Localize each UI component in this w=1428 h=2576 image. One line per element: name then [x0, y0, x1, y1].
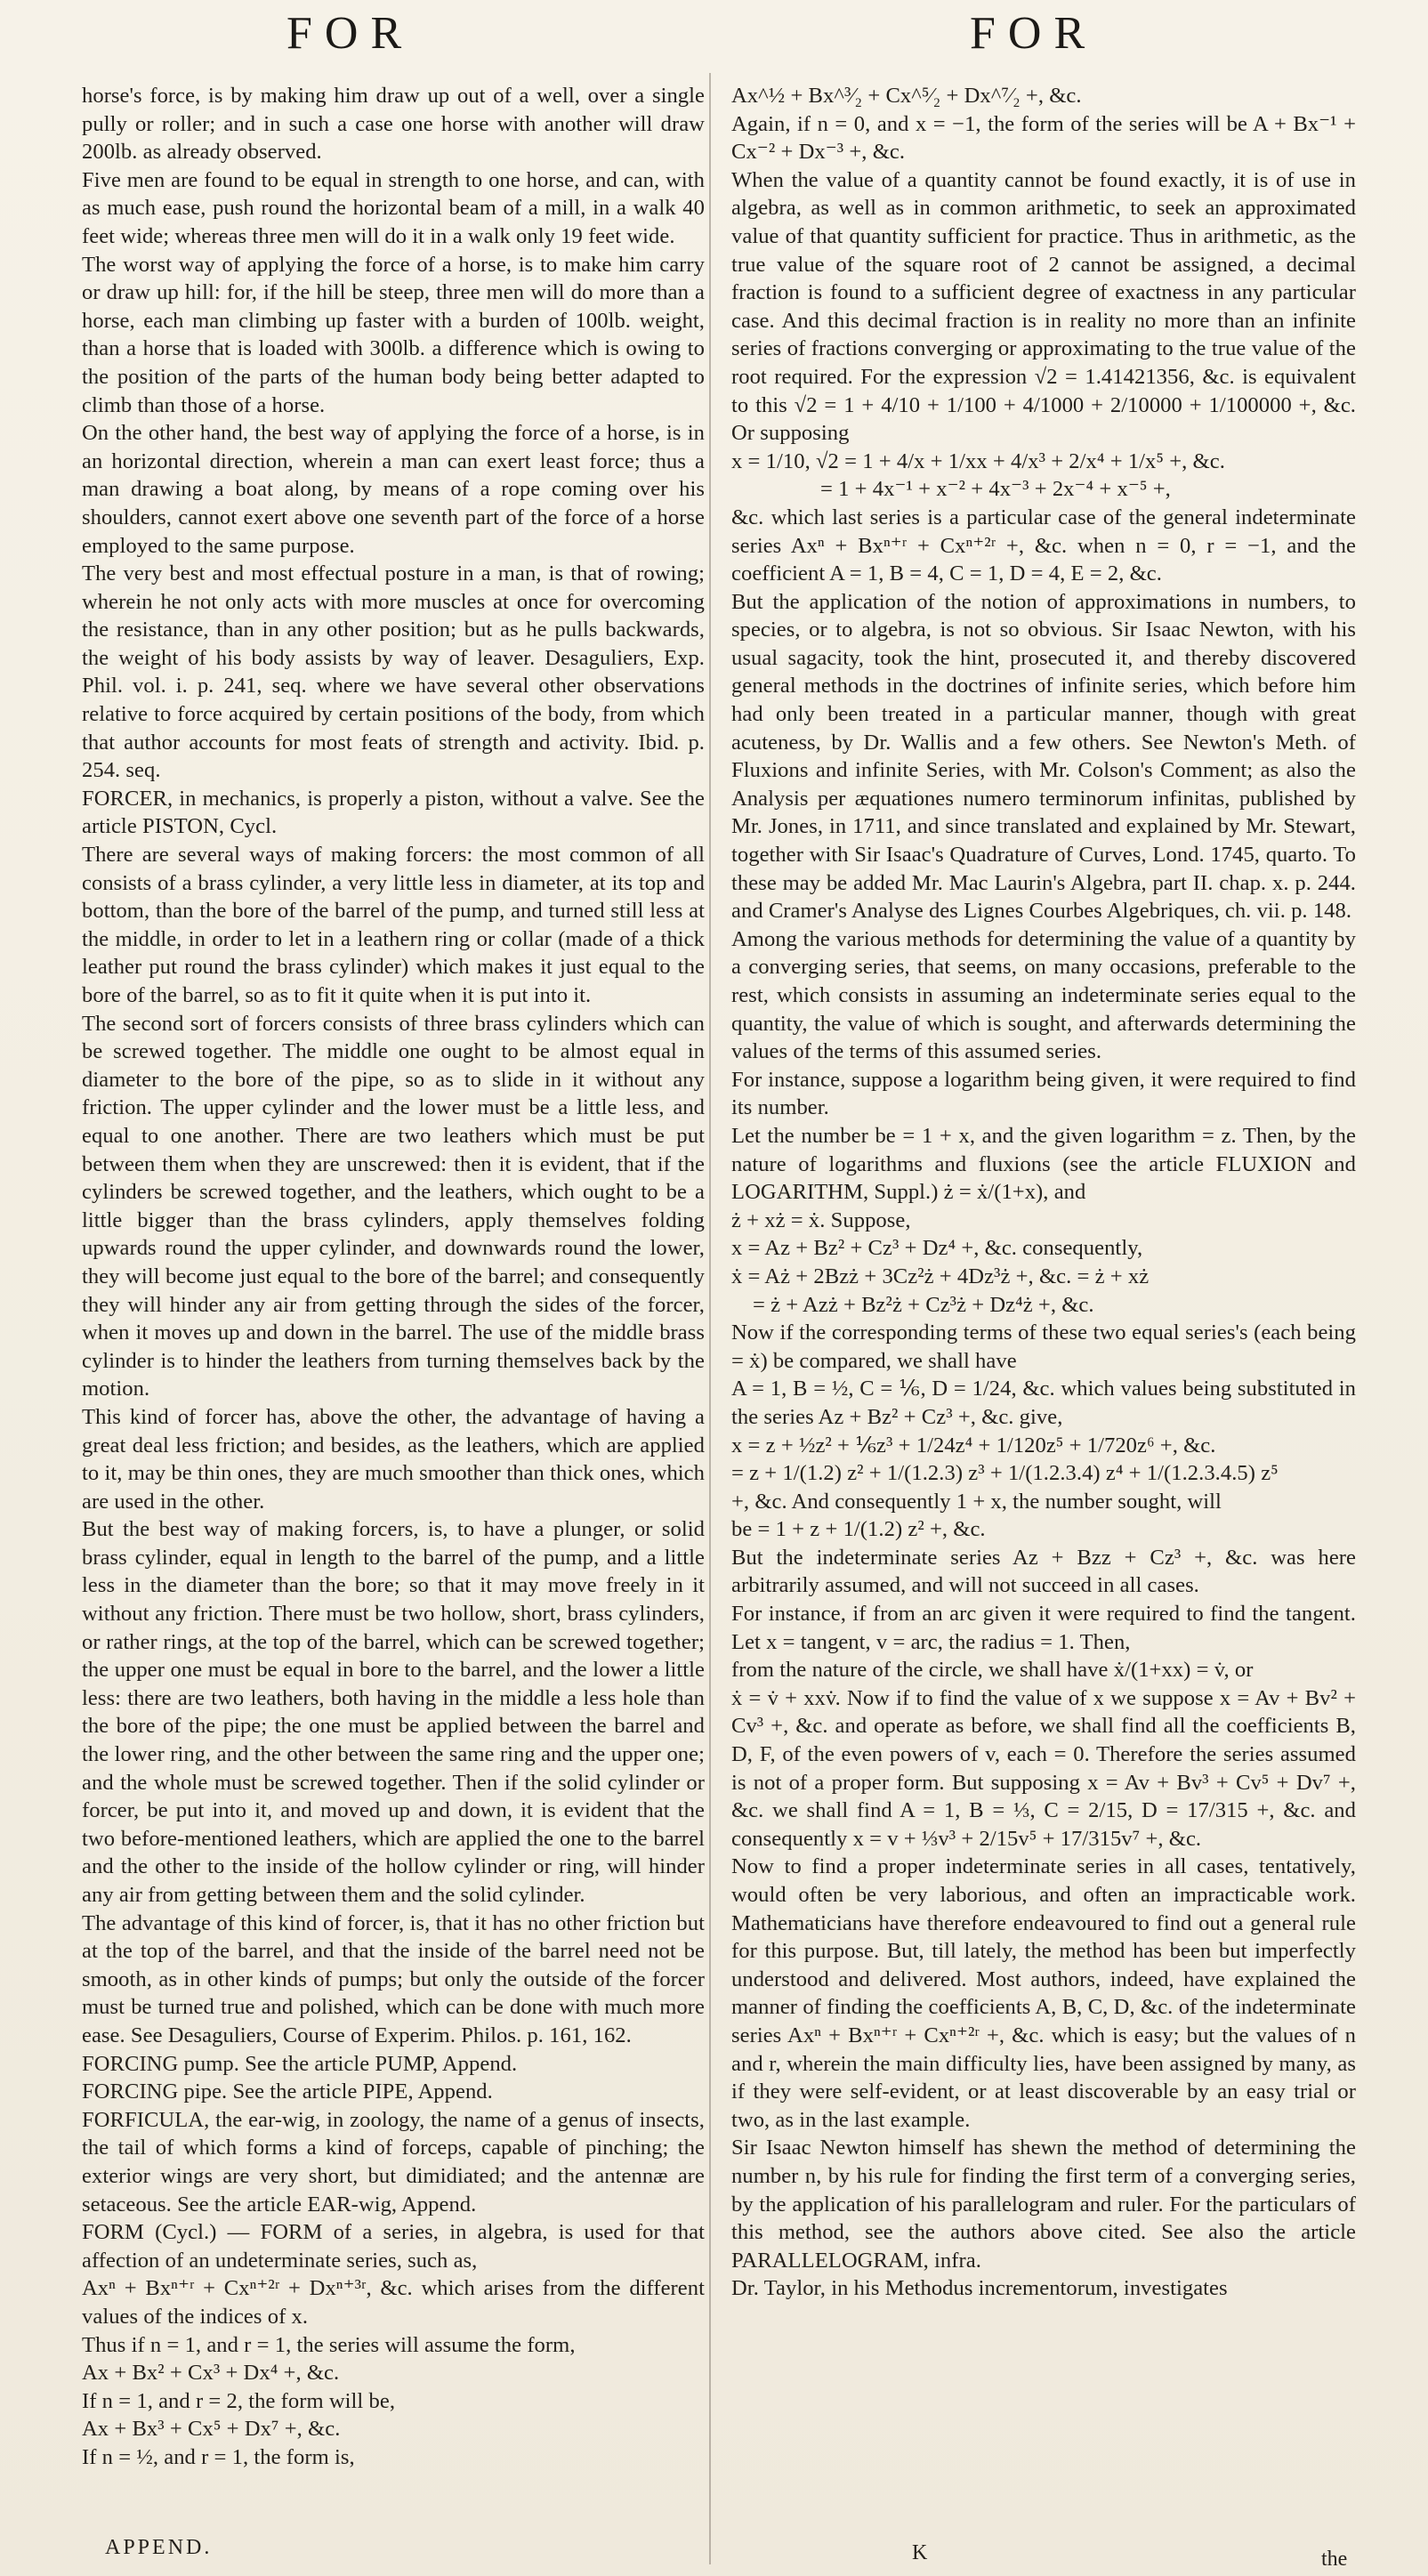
entry-forficula: FORFICULA, the ear-wig, in zoology, the name of a genus of insects, the tail of which forms a kind of forceps, capable of pinching; the exterior wings are very short, but dimidiated; and the antennæ are setaceous. See the article EAR-wig, Append.: [82, 2107, 705, 2217]
paragraph: When the value of a quantity cannot be found exactly, it is of use in algebra, as well as in common arithmetic, to seek an approximated value of that quantity sufficient for practice. Thus in arithmetic, as the true value of the square root of 2 cannot be assigned, a decimal fraction is found to a sufficient degree of exactness in any particular case. And this decimal fraction is in reality no more than an infinite series of fractions converging or approximating to the true value of the root required. For the expression √2 = 1.41421356, &c. is equivalent to this √2 = 1 + 4/10 + 1/100 + 4/1000 + 2/10000 + 1/100000 +, &c. Or supposing: [731, 167, 1356, 446]
entry-forcer: FORCER, in mechanics, is properly a piston, without a valve. See the article PISTON, Cycl.: [82, 786, 705, 839]
entry-forcing-pump: FORCING pump. See the article PUMP, Append.: [82, 2051, 518, 2076]
catchword-left: APPEND.: [105, 2536, 213, 2559]
paragraph: horse's force, is by making him draw up out of a well, over a single pully or roller; and in such a case one horse with another will draw 200lb. as already observed.: [82, 84, 705, 165]
paragraph: The very best and most effectual posture in a man, is that of rowing; wherein he not only acts with more muscles at once for overcoming the resistance, than in any other position; but as he pulls backwards, the weight of his body assists by way of leaver. Desaguliers, Exp. Phil. vol. i. p. 241, seq. where we have several other observations relative to force acquired by certain positions of the body, from which that author accounts for most feats of strength and activity. Ibid. p. 254. seq.: [82, 561, 705, 783]
formula: ż + xż = ẋ. Suppose,: [731, 1207, 911, 1232]
paragraph: Let the number be = 1 + x, and the given logarithm = z. Then, by the nature of logarithms and fluxions (see the article FLUXION and LOGARITHM, Suppl.) ż = ẋ/(1+x), and: [731, 1123, 1356, 1205]
paragraph: from the nature of the circle, we shall have ẋ/(1+xx) = v̇, or: [731, 1658, 1254, 1683]
formula: ẋ = Aż + 2Bzż + 3Cz²ż + 4Dz³ż +, &c. = ż + xż: [731, 1264, 1150, 1288]
paragraph: Now to find a proper indeterminate series in all cases, tentatively, would often be very laborious, and often an impracticable work. Mathematicians have therefore endeavoured to find out a general rule for this purpose. But, till lately, the method has been but imperfectly understood and delivered. Most authors, indeed, have explained the manner of finding the coefficients A, B, C, D, &c. of the indeterminate series Axⁿ + Bxⁿ⁺ʳ + Cxⁿ⁺²ʳ +, &c. which is easy; but the values of n and r, wherein the main difficulty lies, have been assigned by many, as if they were self-evident, or at least discoverable by an easy trial or two, as in the last example.: [731, 1854, 1356, 2132]
paragraph: On the other hand, the best way of applying the force of a horse, is in an horizontal direction, wherein a man can exert least force; thus a man drawing a boat along, by means of a rope coming over his shoulders, cannot exert above one seventh part of the force of a horse employed to the same purpose.: [82, 421, 705, 558]
paragraph: But the best way of making forcers, is, to have a plunger, or solid brass cylinder, equal in length to the barrel of the pump, and a little less in the diameter than the bore; so that it may move freely in it without any friction. There must be two hollow, short, brass cylinders, or rather rings, at the top of the barrel, which can be screwed together; the upper one must be equal in bore to the barrel, and the lower a little less: there are two leathers, both having in the middle a less hole than the bore of the pipe; the one must be applied between the barrel and the lower ring, and the other between the same ring and the upper one; and the whole must be screwed together. Then if the solid cylinder or forcer, be put into it, and moved up and down, it is evident that the two before-mentioned leathers, which are applied the one to the barrel and the other to the inside of the hollow cylinder or ring, will hinder any air from getting between them and the solid cylinder.: [82, 1517, 705, 1907]
paragraph: +, &c. And consequently 1 + x, the number sought, will: [731, 1489, 1222, 1514]
paragraph: Thus if n = 1, and r = 1, the series will assume the form,: [82, 2332, 576, 2357]
paragraph: But the indeterminate series Az + Bzz + Cz³ +, &c. was here arbitrarily assumed, and will not succeed in all cases.: [731, 1545, 1356, 1598]
paragraph: Sir Isaac Newton himself has shewn the method of determining the number n, by his rule for finding the first term of a converging series, by the application of his parallelogram and ruler. For the particulars of this method, see the authors above cited. See also the article PARALLELOGRAM, infra.: [731, 2136, 1356, 2273]
paragraph: This kind of forcer has, above the other, the advantage of having a great deal less friction; and besides, as the leathers, which are applied to it, may be thin ones, they are much smoother than thick ones, which are used in the other.: [82, 1404, 705, 1514]
entry-form: FORM (Cycl.) — FORM of a series, in algebra, is used for that affection of an undeterminate series, such as,: [82, 2220, 705, 2273]
running-head-left: FOR: [286, 8, 415, 59]
paragraph: &c. which last series is a particular case of the general indeterminate series Axⁿ + Bxⁿ⁺ʳ + Cxⁿ⁺²ʳ +, &c. when n = 0, r = −1, and the coefficient A = 1, B = 4, C = 1, D = 4, E = 2, &c.: [731, 505, 1356, 586]
paragraph: Among the various methods for determining the value of a quantity by a converging series, that seems, on many occasions, preferable to the rest, which consists in assuming an indeterminate series equal to the quantity, the value of which is sought, and afterwards determining the values of the terms of this assumed series.: [731, 926, 1356, 1064]
paragraph: For instance, suppose a logarithm being given, it were required to find its number.: [731, 1067, 1356, 1120]
column-divider: [709, 73, 711, 2564]
right-column: [731, 82, 1356, 2303]
paragraph: The advantage of this kind of forcer, is, that it has no other friction but at the top of the barrel, and that the inside of the barrel need not be smooth, as in other kinds of pumps; but only the outside of the forcer must be turned true and polished, which can be done with much more ease. See Desaguliers, Course of Experim. Philos. p. 161, 162.: [82, 1910, 705, 2047]
catchword-right: the: [1321, 2548, 1348, 2571]
paragraph: Now if the corresponding terms of these two equal series's (each being = ẋ) be compared, we shall have: [731, 1320, 1356, 1373]
paragraph: But the application of the notion of approximations in numbers, to species, or to algebra, is not so obvious. Sir Isaac Newton, with his usual sagacity, took the hint, prosecuted it, and thereby discovered general methods in the doctrines of infinite series, which before him had only been treated in a particular manner, though with great acuteness, by Dr. Wallis and a few others. See Newton's Meth. of Fluxions and infinite Series, with Mr. Colson's Comment; as also the Analysis per æquationes numero terminorum infinitas, published by Mr. Jones, in 1711, and since translated and explained by Mr. Stewart, together with Sir Isaac's Quadrature of Curves, Lond. 1745, quarto. To these may be added Mr. Mac Laurin's Algebra, part II. chap. x. p. 244. and Cramer's Analyse des Lignes Courbes Algebriques, ch. vii. p. 148.: [731, 589, 1356, 924]
formula: Ax + Bx² + Cx³ + Dx⁴ +, &c.: [82, 2361, 340, 2386]
formula: Axⁿ + Bxⁿ⁺ʳ + Cxⁿ⁺²ʳ + Dxⁿ⁺³ʳ, &c. which arises from the different values of the indices of x.: [82, 2276, 705, 2329]
left-column: [82, 82, 705, 2471]
formula: = z + 1/(1.2) z² + 1/(1.2.3) z³ + 1/(1.2.3.4) z⁴ + 1/(1.2.3.4.5) z⁵: [731, 1461, 1279, 1486]
signature-mark: K: [912, 2541, 928, 2564]
paragraph: The second sort of forcers consists of three brass cylinders which can be screwed together. The middle one ought to be almost equal in diameter to the bore of the pipe, so as to slide in it without any friction. The upper cylinder and the lower must be a little less, and equal to one another. There are two leathers which must be put between them when they are unscrewed: then it is evident, that if the cylinders be screwed together, and the leathers, which ought to be a little bigger than the brass cylinders, apply themselves folding upwards round the upper cylinder, and downwards round the lower, they will become just equal to the bore of the barrel; and consequently they will hinder any air from getting through the sides of the forcer, when it moves up and down in the barrel. The use of the middle brass cylinder is to hinder the leathers from turning themselves back by the motion.: [82, 1011, 705, 1401]
formula: x = z + ½z² + ⅙z³ + 1/24z⁴ + 1/120z⁵ + 1/720z⁶ +, &c.: [731, 1433, 1216, 1458]
paragraph: If n = 1, and r = 2, the form will be,: [82, 2388, 396, 2413]
paragraph: For instance, if from an arc given it were required to find the tangent. Let x = tangent, v = arc, the radius = 1. Then,: [731, 1602, 1356, 1654]
formula: Ax^½ + Bx^³⁄₂ + Cx^⁵⁄₂ + Dx^⁷⁄₂ +, &c.: [731, 84, 1082, 108]
paragraph: ẋ = v̇ + xxv̇. Now if to find the value of x we suppose x = Av + Bv² + Cv³ +, &c. and operate as before, we shall find all the coefficients B, D, F, of the even powers of v, each = 0. Therefore the series assumed is not of a proper form. But supposing x = Av + Bv³ + Cv⁵ + Dv⁷ +, &c. we shall find A = 1, B = ⅓, C = 2/15, D = 17/315 +, &c. and consequently x = v + ⅓v³ + 2/15v⁵ + 17/315v⁷ +, &c.: [731, 1685, 1356, 1851]
paragraph: There are several ways of making forcers: the most common of all consists of a brass cylinder, a very little less in diameter, at its top and bottom, than the bore of the barrel of the pump, and turned still less at the middle, in order to let in a leathern ring or collar (made of a thick leather put round the brass cylinder) which makes it just equal to the bore of the barrel, so as to fit it quite when it is put into it.: [82, 843, 705, 1007]
paragraph: The worst way of applying the force of a horse, is to make him carry or draw up hill: for, if the hill be steep, three men will do more than a horse, each man climbing up faster with a burden of 100lb. weight, than a horse that is loaded with 300lb. a difference which is owing to the position of the parts of the human body being better adapted to climb than those of a horse.: [82, 252, 705, 417]
formula: = ż + Azż + Bz²ż + Cz³ż + Dz⁴ż +, &c.: [753, 1292, 1094, 1317]
formula: x = Az + Bz² + Cz³ + Dz⁴ +, &c. consequently,: [731, 1236, 1143, 1261]
formula: = 1 + 4x⁻¹ + x⁻² + 4x⁻³ + 2x⁻⁴ + x⁻⁵ +,: [820, 477, 1171, 502]
paragraph: If n = ½, and r = 1, the form is,: [82, 2444, 355, 2469]
formula: Ax + Bx³ + Cx⁵ + Dx⁷ +, &c.: [82, 2417, 341, 2442]
paragraph: Dr. Taylor, in his Methodus incrementorum, investigates: [731, 2276, 1228, 2301]
formula: x = 1/10, √2 = 1 + 4/x + 1/xx + 4/x³ + 2/x⁴ + 1/x⁵ +, &c.: [731, 448, 1225, 473]
formula: be = 1 + z + 1/(1.2) z² +, &c.: [731, 1517, 986, 1542]
paragraph: A = 1, B = ½, C = ⅙, D = 1/24, &c. which values being substituted in the series Az + Bz² + Cz³ +, &c. give,: [731, 1377, 1356, 1429]
paragraph: Five men are found to be equal in strength to one horse, and can, with as much ease, push round the horizontal beam of a mill, in a walk 40 feet wide; whereas three men will do it in a walk only 19 feet wide.: [82, 167, 705, 248]
paragraph: Again, if n = 0, and x = −1, the form of the series will be A + Bx⁻¹ + Cx⁻² + Dx⁻³ +, &c.: [731, 111, 1356, 165]
entry-forcing-pipe: FORCING pipe. See the article PIPE, Append.: [82, 2079, 493, 2104]
running-head-right: FOR: [970, 8, 1098, 59]
